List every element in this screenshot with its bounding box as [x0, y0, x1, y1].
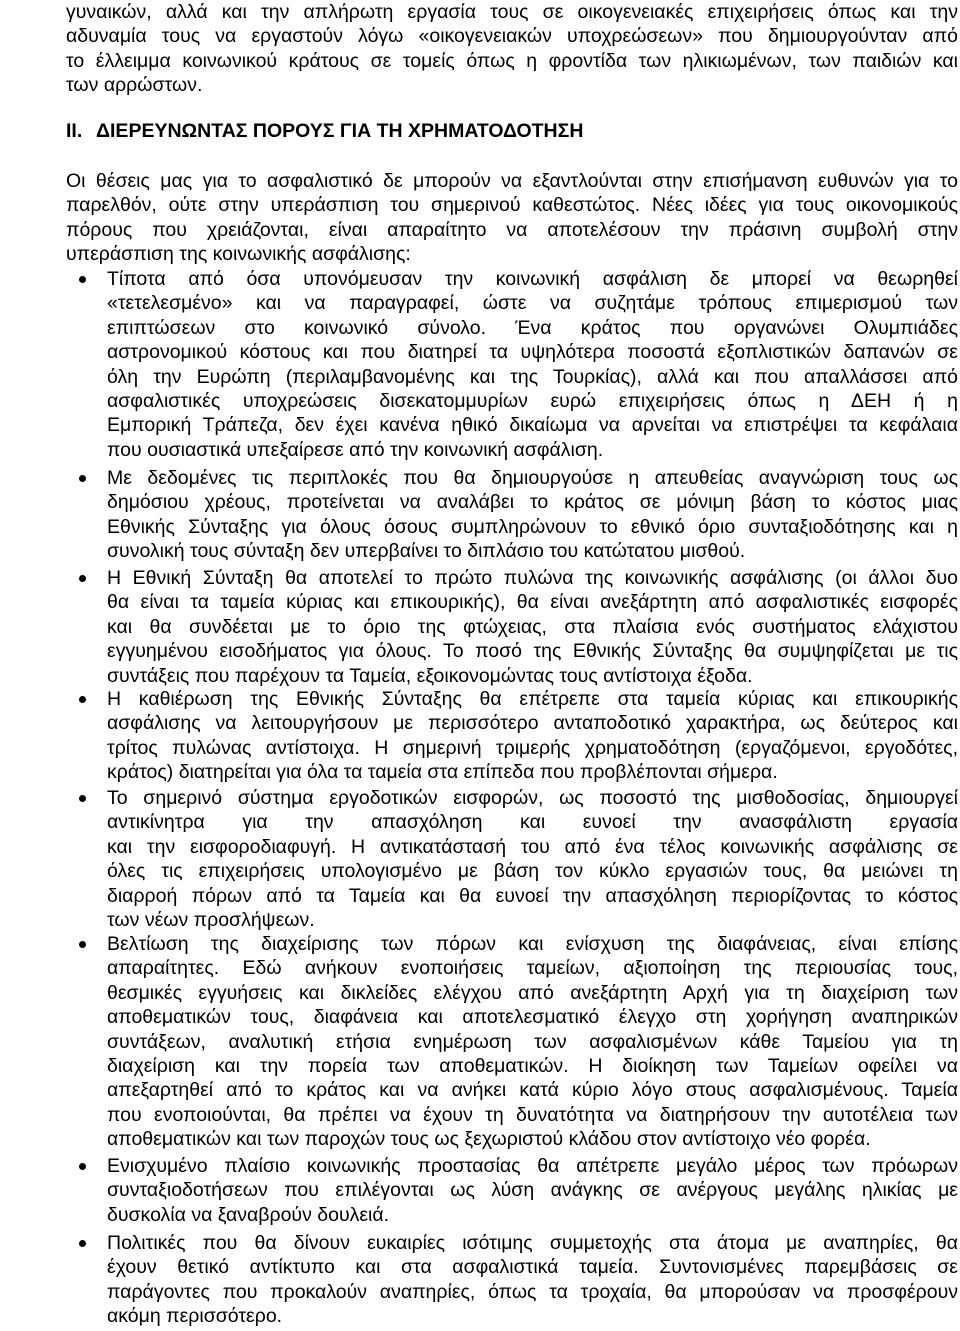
text-line: Η καθιέρωση της Εθνικής Σύνταξης θα επέτρεπε στα ταμεία κύριας και επικουρικής: [107, 688, 958, 710]
bullet-text: [107, 786, 958, 932]
text-line: κράτος) διατηρείται για όλα τα ταμεία στα επίπεδα που προβλέπονται σήμερα.: [107, 761, 778, 784]
text-line: Η Εθνική Σύνταξη θα αποτελεί το πρώτο πυλώνα της κοινωνικής ασφάλισης (οι άλλοι δυο: [107, 567, 958, 589]
text-line: παρελθόν, ούτε στην υπεράσπιση του σημερινού καθεστώτος. Νέες ιδέες για τους οικονομικούς: [66, 194, 958, 217]
text-line: συνταξιοδοτήσεων που επιλέγονται ως λύση ανάγκης σε ανέργους μεγάλης ηλικίας με: [107, 1179, 958, 1202]
text-line: διαρροή πόρων από τα Ταμεία και θα ευνοεί την απασχόληση περιορίζοντας το κόστος: [107, 884, 958, 907]
text-line: έχουν θετικό αντίκτυπο και στα ασφαλιστικά ταμεία. Συντονισμένες παρεμβάσεις σε: [107, 1256, 958, 1279]
text-line: που ουσιαστικά υπεξαίρεσε από την κοινωνική ασφάλιση.: [107, 438, 604, 461]
section-heading: [66, 119, 958, 143]
section-number: II.: [66, 120, 83, 142]
text-line: των αρρώστων.: [66, 74, 203, 97]
section-title: ΔΙΕΡΕΥΝΩΝΤΑΣ ΠΟΡΟΥΣ ΓΙΑ ΤΗ ΧΡΗΜΑΤΟΔΟΤΗΣΗ: [96, 120, 584, 142]
text-line: απεξαρτηθεί από το κράτος και να ανήκει κατά κύριο λόγο στους ασφαλισμένους. Ταμεία: [107, 1079, 958, 1102]
text-line: συντάξεων, αναλυτική ετήσια ενημέρωση των ασφαλισμένων κάθε Ταμείου για τη: [107, 1030, 958, 1053]
text-line: Οι θέσεις μας για το ασφαλιστικό δε μπορούν να εξαντλούνται στην επισήμανση ευθυνών για το: [66, 170, 958, 192]
lead-paragraph: [66, 169, 958, 267]
bullet-icon: [79, 941, 86, 948]
text-line: Με δεδομένες τις περιπλοκές που θα δημιουργούσε η απευθείας αναγνώριση τους ως: [107, 467, 958, 489]
text-line: υπεράσπιση της κοινωνικής ασφάλισης:: [66, 243, 411, 266]
bullet-icon: [79, 696, 86, 703]
text-line: συνολική τους σύνταξη δεν υπερβαίνει το διπλάσιο του κατώτατου μισθού.: [107, 540, 746, 563]
bullet-text: [107, 1231, 958, 1329]
text-line: ακόμη περισσότερο.: [107, 1305, 283, 1328]
text-line: Τίποτα από όσα υπονόμευσαν την κοινωνική ασφάλιση δε μπορεί να θεωρηθεί: [107, 268, 958, 290]
text-line: απαραίτητες. Εδώ ανήκουν ενοποιήσεις ταμείων, αξιοποίηση της περιουσίας τους,: [107, 957, 958, 980]
text-line: δημόσιου χρέους, προτείνεται να αναλάβει το κράτος σε μόνιμη βάση το κόστος μιας: [107, 491, 958, 514]
text-line: πόρους που χρειάζονται, είναι απαραίτητο να αποτελέσουν την πράσινη συμβολή στην: [66, 218, 958, 241]
text-line: Ενισχυμένο πλαίσιο κοινωνικής προστασίας θα απέτρεπε μεγάλο μέρος των πρόωρων: [107, 1155, 958, 1177]
bullet-icon: [79, 276, 86, 283]
bullet-icon: [79, 1240, 86, 1247]
bullet-icon: [79, 575, 86, 582]
text-line: γυναικών, αλλά και την απλήρωτη εργασία τους σε οικογενειακές επιχειρήσεις όπως και την: [66, 1, 958, 23]
text-line: διαχείριση και την πορεία των αποθεματικών. Η διοίκηση των Ταμείων οφείλει να: [107, 1054, 958, 1077]
text-line: αντικίνητρα για την απασχόληση και ευνοεί την ανασφάλιστη εργασία: [107, 811, 958, 834]
text-line: θεσμικές εγγυήσεις και δικλείδες ελέγχου από ανεξάρτητη Αρχή για τη διαχείριση των: [107, 981, 958, 1004]
text-line: ασφάλισης να λειτουργήσουν με περισσότερο ανταποδοτικό χαρακτήρα, ως δεύτερος και: [107, 712, 958, 735]
text-line: αδυναμία τους να εργαστούν λόγω «οικογενειακών υποχρεώσεων» που δημιουργούνταν από: [66, 25, 958, 48]
text-line: των νέων προσλήψεων.: [107, 908, 315, 931]
bullet-text: [107, 687, 958, 785]
text-line: εγγυημένου εισοδήματος για όλους. Το ποσό της Εθνικής Σύνταξης θα συμψηφίζεται με τις: [107, 640, 958, 663]
text-line: Βελτίωση της διαχείρισης των πόρων και ενίσχυση της διαφάνειας, είναι επίσης: [107, 933, 958, 955]
bullet-text: [107, 932, 958, 1152]
bullet-icon: [79, 1163, 86, 1170]
text-line: Εθνικής Σύνταξης για όλους όσους συμπληρώνουν το εθνικό όριο συνταξιοδότησης και η: [107, 515, 958, 538]
text-line: «τετελεσμένο» και να παραγραφεί, ώστε να συζητάμε τρόπους επιμερισμού των: [107, 292, 958, 315]
intro-paragraph: [66, 0, 958, 98]
bullet-icon: [79, 475, 86, 482]
text-line: Εμπορική Τράπεζα, δεν έχει κανένα ηθικό δικαίωμα να αρνείται να επιστρέψει τα κεφάλαια: [107, 414, 958, 437]
text-line: τρίτος πυλώνας αντίστοιχα. Η σημερινή τριμερής χρηματοδότηση (εργαζόμενοι, εργοδότες,: [107, 736, 958, 759]
text-line: όλες τις επιχειρήσεις υπολογισμένο με βάση τον κύκλο εργασιών τους, θα μειώνει τη: [107, 860, 958, 883]
text-line: Πολιτικές που θα δίνουν ευκαιρίες ισότιμης συμμετοχής στα άτομα με αναπηρίες, θα: [107, 1232, 958, 1254]
bullet-text: [107, 566, 958, 688]
text-line: το έλλειμμα κοινωνικού κράτους σε τομείς όπως η φροντίδα των ηλικιωμένων, των παιδιών και: [66, 49, 958, 72]
text-line: θα είναι τα ταμεία κύριας και επικουρικής), θα είναι ανεξάρτητη από ασφαλιστικές εισφορές: [107, 591, 958, 614]
text-line: παράγοντες που προκαλούν αναπηρίες, όπως τα τροχαία, θα μπορούσαν να προσφέρουν: [107, 1280, 958, 1303]
bullet-text: [107, 1154, 958, 1227]
text-line: αποθεματικών και των παροχών τους ως ξεχωριστού κλάδου στον αντίστοιχο νέο φορέα.: [107, 1128, 871, 1151]
text-line: αποθεματικών τους, διαφάνεια και αποτελεσματικό έλεγχο στη χορήγηση αναπηρικών: [107, 1006, 958, 1029]
bullet-text: [107, 267, 958, 462]
text-line: Το σημερινό σύστημα εργοδοτικών εισφορών, ως ποσοστό της μισθοδοσίας, δημιουργεί: [107, 787, 958, 809]
text-line: επιπτώσεων στο κοινωνικό σύνολο. Ένα κράτος που οργανώνει Ολυμπιάδες: [107, 316, 958, 339]
text-line: που ενοποιούνται, θα πρέπει να έχουν τη δυνατότητα να διατηρήσουν την αυτοτέλεια των: [107, 1103, 958, 1126]
text-line: αστρονομικού κόστους και που διατηρεί τα υψηλότερα ποσοστά εξοπλιστικών δαπανών σε: [107, 341, 958, 364]
text-line: όλη την Ευρώπη (περιλαμβανομένης και της Τουρκίας), αλλά και που απαλλάσσει από: [107, 365, 958, 388]
bullet-icon: [79, 795, 86, 802]
text-line: και θα συνδέεται με το όριο της φτώχειας, στα πλαίσια ενός συστήματος ελάχιστου: [107, 615, 958, 638]
text-line: και την εισφοροδιαφυγή. Η αντικατάστασή του από ένα τέλος κοινωνικής ασφάλισης σε: [107, 835, 958, 858]
text-line: ασφαλιστικές υποχρεώσεις δισεκατομμυρίων ευρώ επιχειρήσεις όπως η ΔΕΗ ή η: [107, 389, 958, 412]
bullet-text: [107, 466, 958, 564]
text-line: συντάξεις που παρέχουν τα Ταμεία, εξοικονομώντας τους αντίστοιχα έξοδα.: [107, 664, 753, 687]
text-line: δυσκολία να ξαναβρούν δουλειά.: [107, 1203, 390, 1226]
